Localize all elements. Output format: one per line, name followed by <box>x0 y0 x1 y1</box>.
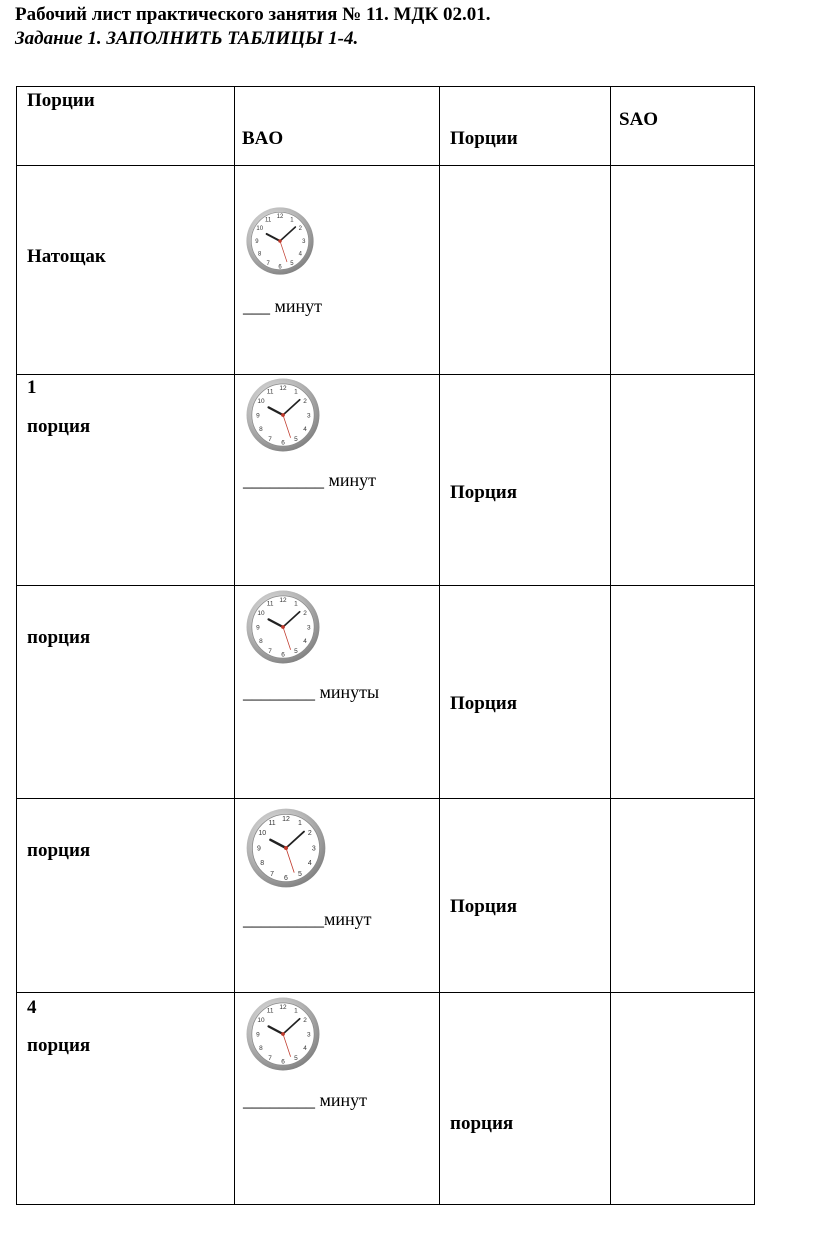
header-cell-portions <box>17 87 235 166</box>
bao-cell <box>235 375 440 586</box>
header-label-portions: Порции <box>27 90 95 111</box>
wall-clock-icon <box>245 206 315 276</box>
table-row <box>17 166 755 375</box>
portion-cell <box>17 586 235 799</box>
table-row <box>17 586 755 799</box>
time-blank-field[interactable]: ________ минут <box>243 1090 368 1110</box>
portion-number: 4 <box>27 997 37 1018</box>
portion-cell <box>17 375 235 586</box>
table-row <box>17 799 755 993</box>
portion-number: 1 <box>27 377 37 398</box>
header-label-sao: SAO <box>619 109 659 130</box>
bao-cell <box>235 586 440 799</box>
portion-answer-cell[interactable] <box>440 586 611 799</box>
bao-cell <box>235 799 440 993</box>
page-title: Рабочий лист практического занятия № 11. МДК 02.01. <box>15 4 491 25</box>
table-header-row <box>17 87 755 166</box>
wall-clock-icon <box>245 589 321 665</box>
portion-label: Натощак <box>27 246 106 267</box>
time-blank-field[interactable]: _________минут <box>243 909 372 929</box>
sao-answer-cell[interactable] <box>611 993 755 1205</box>
table-row <box>17 375 755 586</box>
header-cell-sao <box>611 87 755 166</box>
sao-answer-cell[interactable] <box>611 375 755 586</box>
portion-caption: Порция <box>450 693 518 714</box>
header-cell-portions-2 <box>440 87 611 166</box>
bao-cell <box>235 166 440 375</box>
wall-clock-icon <box>245 377 321 453</box>
portion-cell <box>17 993 235 1205</box>
portion-label: порция <box>27 627 91 648</box>
bao-cell <box>235 993 440 1205</box>
portion-cell <box>17 799 235 993</box>
worksheet-table <box>16 86 755 1205</box>
header-label-portions-2: Порции <box>450 128 518 149</box>
portion-label: порция <box>27 416 91 437</box>
portion-caption: порция <box>450 1113 514 1134</box>
sao-answer-cell[interactable] <box>611 166 755 375</box>
header-label-bao: BAO <box>242 128 284 149</box>
portion-label: порция <box>27 1035 91 1056</box>
time-blank-field[interactable]: ________ минуты <box>243 682 380 702</box>
wall-clock-icon <box>245 996 321 1072</box>
portion-answer-cell[interactable] <box>440 375 611 586</box>
portion-label: порция <box>27 840 91 861</box>
portion-cell <box>17 166 235 375</box>
portion-answer-cell[interactable] <box>440 166 611 375</box>
time-blank-field[interactable]: ___ минут <box>243 296 323 316</box>
time-blank-field[interactable]: _________ минут <box>243 470 377 490</box>
sao-answer-cell[interactable] <box>611 586 755 799</box>
wall-clock-icon <box>245 807 327 889</box>
sao-answer-cell[interactable] <box>611 799 755 993</box>
portion-caption: Порция <box>450 482 518 503</box>
portion-answer-cell[interactable] <box>440 993 611 1205</box>
task-subtitle: Задание 1. ЗАПОЛНИТЬ ТАБЛИЦЫ 1-4. <box>15 28 359 49</box>
portion-caption: Порция <box>450 896 518 917</box>
portion-answer-cell[interactable] <box>440 799 611 993</box>
header-cell-bao <box>235 87 440 166</box>
table-row <box>17 993 755 1205</box>
